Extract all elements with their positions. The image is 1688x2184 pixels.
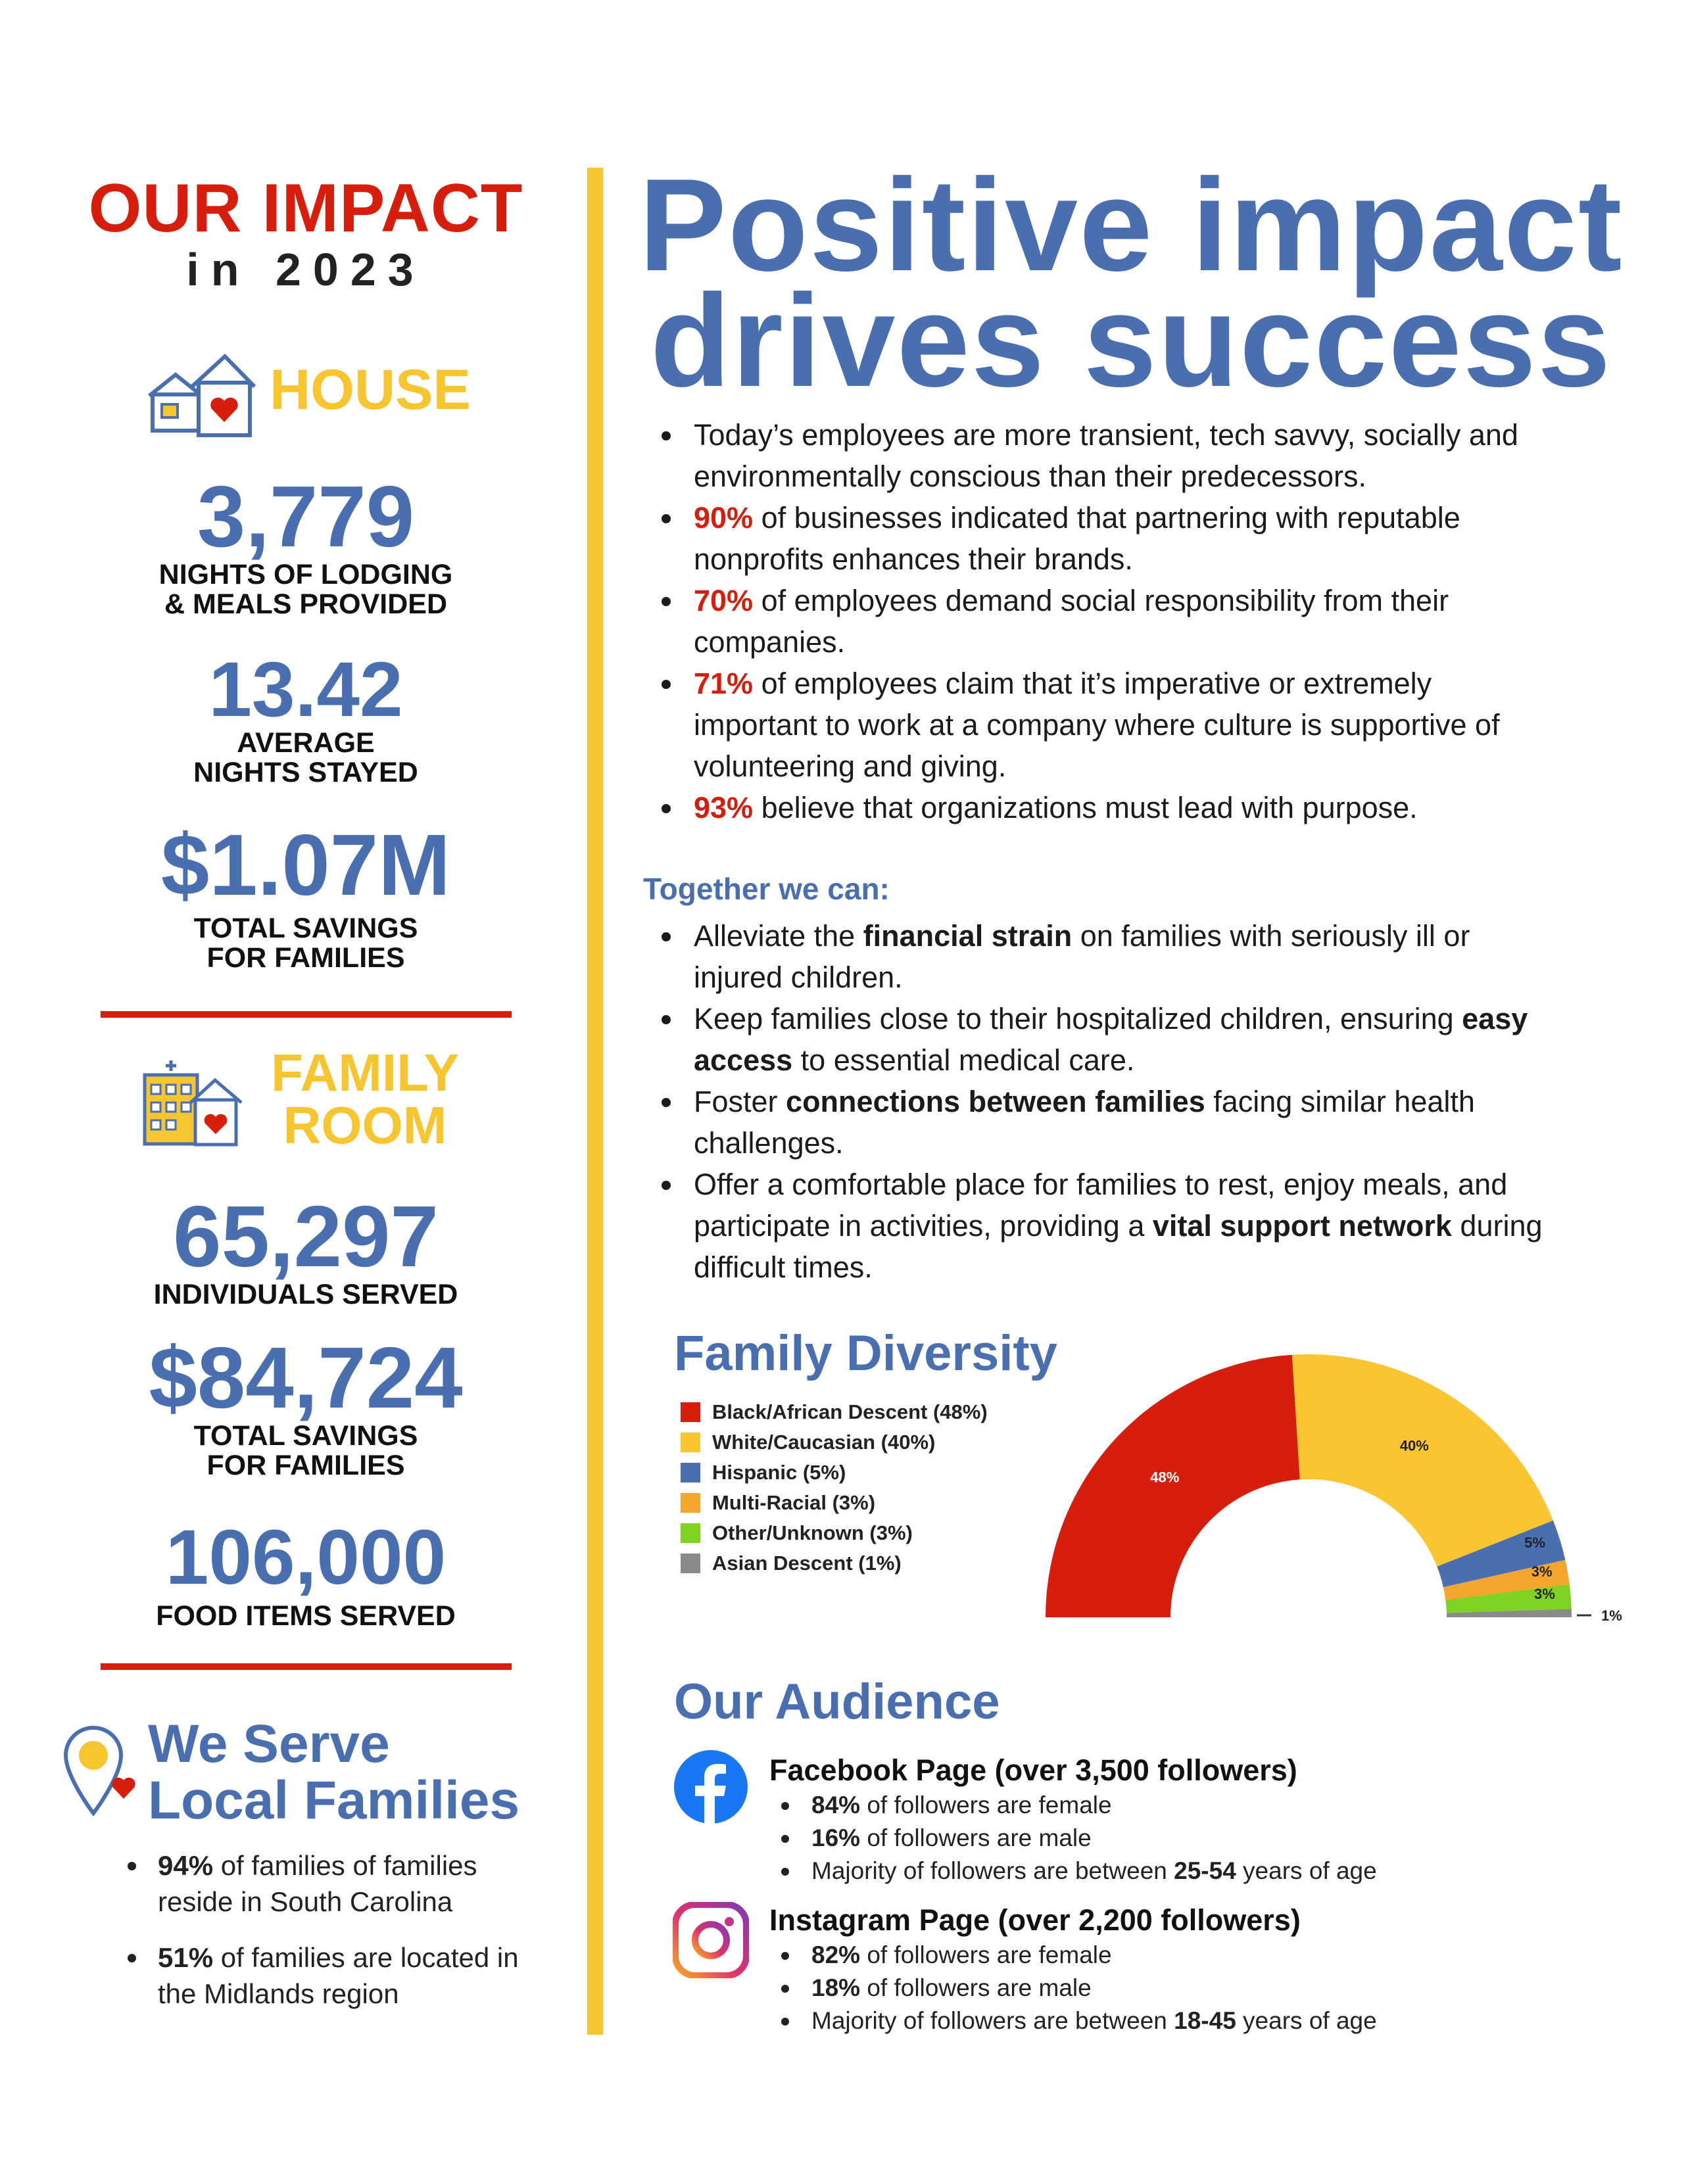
- together-bold: financial strain: [863, 919, 1073, 953]
- together-bold: easy: [1462, 1002, 1528, 1035]
- together-bold: vital support network: [1152, 1209, 1452, 1243]
- stat-label-line2: FOR FAMILIES: [206, 1450, 405, 1481]
- fact-text: important to work at a company where culture is supportive of: [694, 708, 1500, 742]
- fact-text: of employees demand social responsibility from their: [753, 584, 1449, 617]
- stat-label-line1: TOTAL SAVINGS: [193, 913, 418, 944]
- list-item: [769, 1822, 1377, 1855]
- slice-black-african-descent: [1046, 1355, 1300, 1617]
- together-text: Offer a comfortable place for families to rest, enjoy meals, and: [694, 1168, 1508, 1201]
- legend-swatch: [681, 1523, 700, 1543]
- legend-item: [681, 1427, 988, 1458]
- legend-swatch: [681, 1554, 700, 1573]
- list-item: [769, 1972, 1377, 2005]
- serve-text: reside in South Carolina: [158, 1886, 453, 1917]
- data-label: 40%: [1399, 1437, 1429, 1454]
- list-item: [769, 1789, 1377, 1822]
- fact-text: of businesses indicated that partnering with reputable: [753, 501, 1460, 534]
- together-text: on families with seriously ill or: [1072, 919, 1470, 953]
- list-item: [658, 497, 1624, 580]
- stat-label-line1: INDIVIDUALS SERVED: [153, 1279, 458, 1310]
- audience-text: of followers are female: [860, 1792, 1112, 1818]
- facebook-block: [769, 1752, 1377, 1887]
- chart-legend: [681, 1397, 988, 1579]
- legend-swatch: [681, 1463, 700, 1483]
- list-item: [658, 663, 1624, 787]
- legend-swatch: [681, 1433, 700, 1452]
- family-stat-savings: [39, 1329, 572, 1481]
- serve-title-line2: Local Families: [148, 1770, 520, 1830]
- stat-label-line2: & MEALS PROVIDED: [164, 588, 448, 620]
- diversity-chart: [1046, 1348, 1651, 1637]
- legend-swatch: [681, 1402, 700, 1422]
- fact-text: believe that organizations must lead with purpose.: [753, 791, 1418, 824]
- fact-text: nonprofits enhances their brands.: [694, 542, 1133, 576]
- fact-percent: 70%: [694, 584, 754, 617]
- stat-label-line2: FOR FAMILIES: [206, 942, 405, 974]
- stat-label-line2: NIGHTS STAYED: [193, 757, 418, 788]
- instagram-block: [769, 1902, 1377, 2037]
- fact-text: Today’s employees are more transient, tech savvy, socially and: [694, 418, 1518, 452]
- data-label: 1%: [1601, 1607, 1622, 1624]
- audience-text: years of age: [1236, 2007, 1377, 2034]
- audience-text: of followers are female: [860, 1941, 1112, 1968]
- house-heading: HOUSE: [270, 358, 471, 421]
- legend-label: Multi-Racial (3%): [712, 1491, 876, 1514]
- together-text: difficult times.: [694, 1250, 873, 1284]
- serve-text: of families of families: [213, 1850, 477, 1881]
- legend-item: [681, 1458, 988, 1488]
- data-label: 5%: [1524, 1534, 1545, 1552]
- column-divider: [587, 168, 603, 2035]
- list-item: [658, 787, 1624, 828]
- serve-text: the Midlands region: [158, 1978, 399, 2009]
- list-item: [769, 1939, 1377, 1972]
- headline: [631, 152, 1631, 414]
- impact-title: OUR IMPACT: [88, 170, 523, 247]
- fact-text: environmentally conscious than their predecessors.: [694, 460, 1367, 493]
- list-item: [658, 1081, 1624, 1164]
- legend-swatch: [681, 1493, 700, 1513]
- serve-title-line1: We Serve: [148, 1714, 390, 1774]
- stat-label-line1: FOOD ITEMS SERVED: [156, 1600, 456, 1632]
- together-text: Foster: [694, 1085, 786, 1118]
- legend-item: [681, 1548, 988, 1579]
- audience-stat: 82%: [811, 1941, 861, 1968]
- chart-title: Family Diversity: [674, 1325, 1057, 1381]
- stat-label-line1: AVERAGE: [237, 727, 375, 759]
- fact-percent: 93%: [694, 791, 754, 824]
- together-text: to essential medical care.: [792, 1043, 1135, 1077]
- stat-label-line1: TOTAL SAVINGS: [193, 1420, 418, 1452]
- stat-value: 106,000: [165, 1514, 446, 1601]
- list-item: [125, 1939, 552, 2012]
- stat-value: 3,779: [197, 468, 415, 565]
- slice-white-caucasian: [1292, 1354, 1553, 1567]
- list-item: [658, 580, 1624, 663]
- house-stat-savings: [39, 817, 572, 974]
- audience-text: Majority of followers are between: [811, 2007, 1174, 2034]
- fact-text: volunteering and giving.: [694, 749, 1007, 783]
- data-label: 48%: [1150, 1469, 1180, 1486]
- legend-item: [681, 1488, 988, 1518]
- list-item: [658, 998, 1624, 1081]
- facts-list: [658, 414, 1624, 828]
- list-item: [658, 915, 1624, 998]
- serve-list: [125, 1847, 552, 2012]
- stat-value: $1.07M: [160, 817, 451, 913]
- data-label: 3%: [1533, 1585, 1555, 1602]
- audience-text: years of age: [1236, 1857, 1377, 1884]
- legend-label: Hispanic (5%): [712, 1461, 846, 1484]
- data-label: 3%: [1531, 1563, 1553, 1580]
- legend-label: White/Caucasian (40%): [712, 1431, 936, 1454]
- together-bold: connections between families: [786, 1085, 1205, 1118]
- together-list: [658, 915, 1624, 1288]
- list-item: [769, 1855, 1377, 1887]
- serve-stat: 94%: [158, 1850, 214, 1881]
- list-item: [125, 1847, 552, 1920]
- audience-text: of followers are male: [860, 1974, 1092, 2001]
- audience-stat: 18-45: [1174, 2007, 1236, 2034]
- instagram-icon[interactable]: [673, 1902, 749, 1978]
- list-item: [658, 414, 1624, 497]
- fact-percent: 71%: [694, 667, 754, 700]
- legend-label: Other/Unknown (3%): [712, 1521, 913, 1544]
- serve-stat: 51%: [158, 1942, 214, 1973]
- family-room-heading: [260, 1043, 470, 1154]
- location-heart-icon: [60, 1721, 139, 1820]
- list-item: [658, 1164, 1624, 1288]
- together-text: injured children.: [694, 961, 903, 994]
- legend-label: Black/African Descent (48%): [712, 1400, 988, 1423]
- together-bold: access: [694, 1043, 793, 1077]
- family-stat-individuals: [39, 1188, 572, 1310]
- impact-year: in 2023: [186, 244, 425, 295]
- stat-value: 13.42: [208, 646, 403, 733]
- instagram-page-name: Instagram Page (over 2,200 followers): [769, 1903, 1301, 1937]
- fact-percent: 90%: [694, 501, 754, 534]
- legend-item: [681, 1518, 988, 1548]
- house-heart-icon: [146, 348, 258, 447]
- legend-label: Asian Descent (1%): [712, 1552, 902, 1575]
- audience-stat: 16%: [811, 1824, 861, 1851]
- together-text: Keep families close to their hospitalized children, ensuring: [694, 1002, 1462, 1035]
- fact-text: of employees claim that it’s imperative or extremely: [753, 667, 1432, 700]
- section-divider: [101, 1011, 512, 1018]
- stat-label-line1: NIGHTS OF LODGING: [158, 559, 453, 590]
- audience-stat: 25-54: [1174, 1857, 1236, 1884]
- audience-text: of followers are male: [860, 1824, 1092, 1851]
- list-item: [769, 2005, 1377, 2037]
- family-stat-food: [39, 1514, 572, 1632]
- serve-title: [148, 1716, 519, 1829]
- stat-value: 65,297: [173, 1188, 439, 1285]
- facebook-icon[interactable]: [673, 1749, 749, 1825]
- house-stat-lodging: [39, 468, 572, 620]
- headline-line1: Positive impact: [639, 152, 1624, 298]
- house-stat-nights: [39, 646, 572, 788]
- audience-stat: 84%: [811, 1792, 861, 1818]
- fact-text: companies.: [694, 625, 846, 659]
- together-text: challenges.: [694, 1126, 844, 1160]
- together-heading: Together we can:: [643, 872, 890, 906]
- facebook-page-name: Facebook Page (over 3,500 followers): [769, 1753, 1297, 1787]
- legend-item: [681, 1397, 988, 1427]
- hospital-heart-icon: [139, 1055, 245, 1154]
- stat-value: $84,724: [149, 1329, 463, 1426]
- together-text: during: [1451, 1209, 1543, 1243]
- together-text: Alleviate the: [694, 919, 863, 953]
- audience-stat: 18%: [811, 1974, 861, 2001]
- headline-line2: drives success: [650, 268, 1612, 414]
- serve-text: of families are located in: [213, 1942, 519, 1973]
- together-text: participate in activities, providing a: [694, 1209, 1153, 1243]
- section-divider: [101, 1663, 512, 1670]
- audience-text: Majority of followers are between: [811, 1857, 1174, 1884]
- audience-title: Our Audience: [674, 1674, 1000, 1730]
- family-room-heading-line1: FAMILY: [271, 1043, 459, 1102]
- family-room-heading-line2: ROOM: [283, 1096, 447, 1154]
- together-text: facing similar health: [1205, 1085, 1475, 1118]
